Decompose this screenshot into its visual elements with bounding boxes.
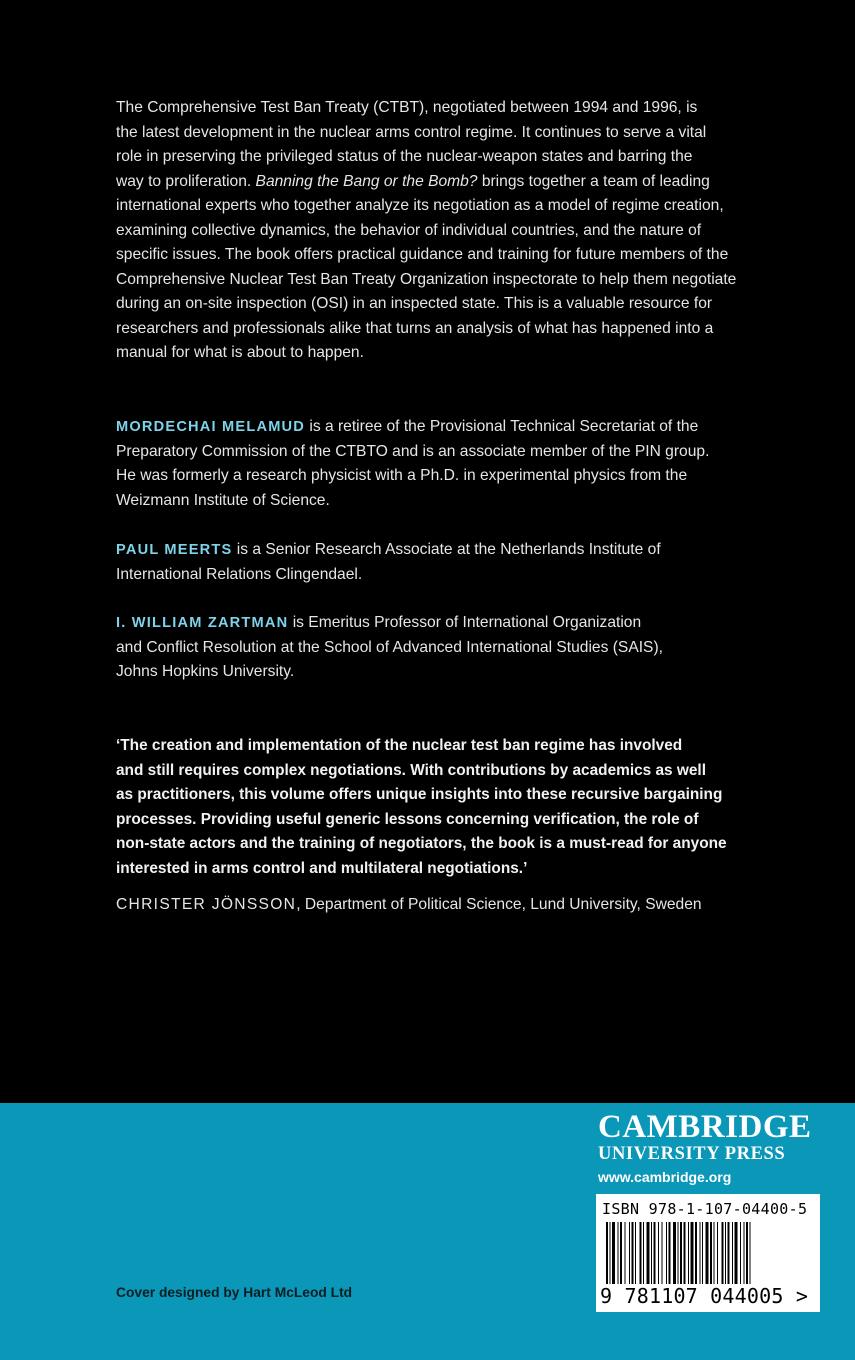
endorsement-quote xyxy=(116,734,756,881)
bio-line: He was formerly a research physicist with a Ph.D. in experimental physics from the xyxy=(116,467,688,484)
barcode-bar xyxy=(647,1222,650,1284)
barcode-bar xyxy=(654,1222,656,1284)
barcode-bars xyxy=(606,1222,810,1284)
isbn-label: ISBN 978-1-107-04400-5 xyxy=(602,1200,808,1218)
barcode-bar xyxy=(746,1222,748,1284)
bio-line: International Relations Clingendael. xyxy=(116,565,363,583)
barcode-bar xyxy=(695,1222,697,1284)
quote-line: processes. Providing useful generic lessons concerning verification, the role of xyxy=(116,810,699,828)
barcode-digits: 9 781107 044005 > xyxy=(600,1284,809,1308)
barcode-bar xyxy=(714,1222,715,1284)
barcode-bar xyxy=(744,1222,745,1284)
publisher-url: www.cambridge.org xyxy=(598,1169,732,1185)
barcode-bar xyxy=(725,1222,726,1284)
bio-line xyxy=(116,415,756,440)
quote-line: as practitioners, this volume offers unique insights into these recursive bargaining xyxy=(116,786,723,803)
barcode-bar xyxy=(673,1222,676,1284)
quote-line: and still requires complex negotiations. With contributions by academics as well xyxy=(116,761,706,779)
isbn-barcode xyxy=(596,1194,820,1312)
description-line: The Comprehensive Test Ban Treaty (CTBT), negotiated between 1994 and 1996, is xyxy=(116,99,698,116)
barcode-bar xyxy=(680,1222,682,1284)
barcode-bar xyxy=(658,1222,659,1284)
barcode-bar xyxy=(722,1222,724,1284)
bio-line: and Conflict Resolution at the School of Advanced International Studies (SAIS), xyxy=(116,638,663,656)
description-line: the latest development in the nuclear arms control regime. It continues to serve a vital xyxy=(116,123,707,141)
barcode-bar xyxy=(666,1222,667,1284)
bio-line: Johns Hopkins University. xyxy=(116,663,295,680)
endorsement-attribution xyxy=(116,893,756,918)
bio-text: is a retiree of the Provisional Technical Secretariat of the xyxy=(305,418,699,435)
barcode-bar xyxy=(625,1222,626,1284)
description-line: manual for what is about to happen. xyxy=(116,344,364,361)
barcode-bar xyxy=(702,1222,703,1284)
barcode-bar xyxy=(629,1222,630,1284)
barcode-bar xyxy=(728,1222,730,1284)
author-name: I. WILLIAM ZARTMAN xyxy=(116,615,289,631)
author-bio-zartman xyxy=(116,611,756,685)
barcode-bar xyxy=(606,1222,608,1284)
book-title-italic: Banning the Bang or the Bomb? xyxy=(255,172,478,190)
publisher-name: CAMBRIDGE xyxy=(598,1109,812,1145)
barcode-bar xyxy=(618,1222,619,1284)
author-name: MORDECHAI MELAMUD xyxy=(116,419,306,435)
cover-credit: Cover designed by Hart McLeod Ltd xyxy=(116,1285,353,1300)
description-line xyxy=(116,170,756,195)
quote-line: non-state actors and the training of negotiators, the book is a must-read for anyone xyxy=(116,835,727,852)
quote-line: interested in arms control and multilateral negotiations.’ xyxy=(116,859,528,877)
endorser-affiliation: , Department of Political Science, Lund University, Sweden xyxy=(296,896,702,913)
publisher-subtitle: UNIVERSITY PRESS xyxy=(598,1144,786,1164)
bio-line xyxy=(116,538,756,563)
barcode-bar xyxy=(678,1222,679,1284)
description-line: international experts who together analyze its negotiation as a model of regime creation, xyxy=(116,197,724,214)
barcode-bar xyxy=(740,1222,741,1284)
barcode-bar xyxy=(651,1222,652,1284)
book-description xyxy=(116,96,756,366)
barcode-bar xyxy=(640,1222,642,1284)
author-name: PAUL MEERTS xyxy=(116,542,233,558)
barcode-bar xyxy=(706,1222,709,1284)
author-bio-melamud xyxy=(116,415,756,513)
barcode-bar xyxy=(750,1222,751,1284)
description-text: brings together a team of leading xyxy=(477,172,710,190)
author-bio-meerts xyxy=(116,538,756,587)
barcode-bar xyxy=(717,1222,718,1284)
bio-line: Preparatory Commission of the CTBTO and is an associate member of the PIN group. xyxy=(116,442,710,460)
bio-line xyxy=(116,611,756,636)
barcode-bar xyxy=(700,1222,701,1284)
description-line: examining collective dynamics, the behavior of individual countries, and the nature of xyxy=(116,221,702,239)
barcode-bar xyxy=(684,1222,686,1284)
bio-line: Weizmann Institute of Science. xyxy=(116,491,330,509)
description-line: specific issues. The book offers practical guidance and training for future members of the xyxy=(116,246,729,263)
attribution-line xyxy=(116,893,756,918)
barcode-bar xyxy=(632,1222,634,1284)
barcode-bar xyxy=(710,1222,712,1284)
barcode-bar xyxy=(612,1222,615,1284)
description-text: way to proliferation. xyxy=(116,172,256,190)
barcode-bar xyxy=(610,1222,611,1284)
barcode-bar xyxy=(635,1222,636,1284)
barcode-bar xyxy=(669,1222,671,1284)
description-line: role in preserving the privileged status of the nuclear-weapon states and barring the xyxy=(116,148,693,165)
barcode-bar xyxy=(732,1222,733,1284)
barcode-bar xyxy=(691,1222,694,1284)
barcode-bar xyxy=(643,1222,644,1284)
quote-line: ‘The creation and implementation of the nuclear test ban regime has involved xyxy=(116,737,683,754)
barcode-bar xyxy=(662,1222,663,1284)
barcode-bar xyxy=(735,1222,738,1284)
barcode-bar xyxy=(620,1222,622,1284)
barcode-bar xyxy=(688,1222,689,1284)
bio-text: is Emeritus Professor of International Organization xyxy=(288,614,642,631)
description-line: during an on-site inspection (OSI) in an inspected state. This is a valuable resource for xyxy=(116,295,713,312)
description-line: Comprehensive Nuclear Test Ban Treaty Organization inspectorate to help them negotiate xyxy=(116,270,737,288)
publisher-logo xyxy=(598,1109,822,1187)
endorser-name: CHRISTER JÖNSSON xyxy=(116,896,297,913)
bio-text: is a Senior Research Associate at the Netherlands Institute of xyxy=(232,541,661,558)
description-line: researchers and professionals alike that turns an analysis of what has happened into a xyxy=(116,319,714,337)
